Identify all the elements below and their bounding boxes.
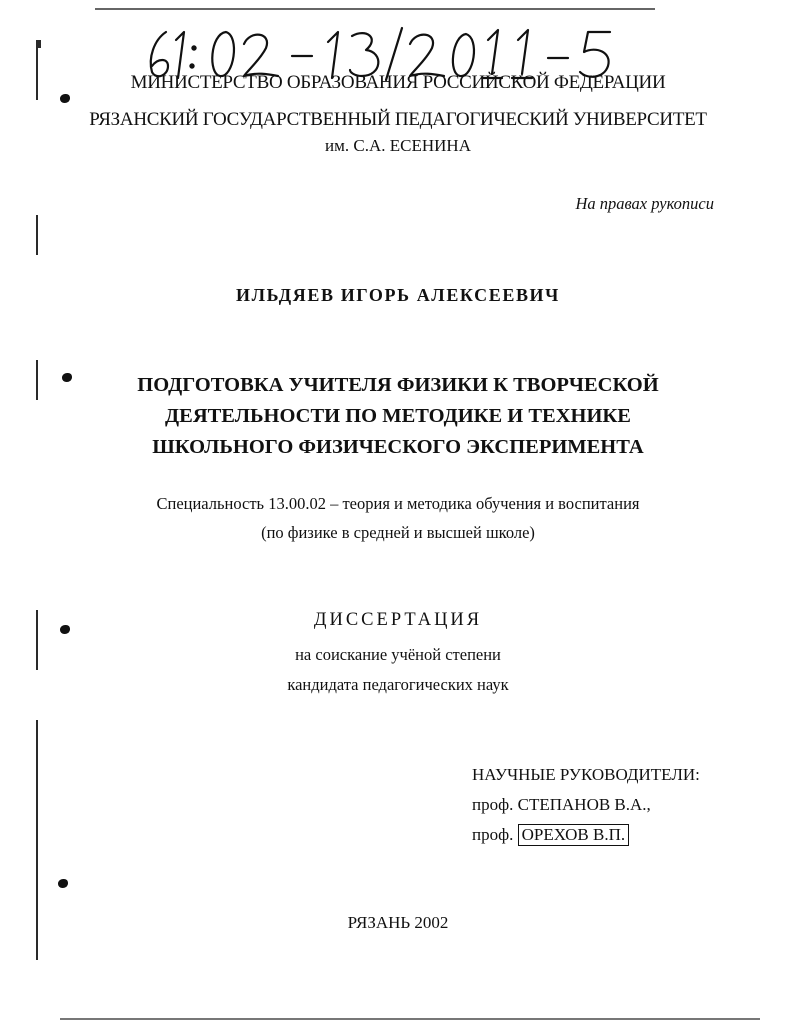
supervisors-block [472,763,700,853]
degree-line: на соискание учёной степени [295,645,501,664]
supervisor-title: проф. [472,825,514,844]
document-type: ДИССЕРТАЦИЯ [313,610,483,630]
supervisor-title: проф. [472,795,514,814]
degree-field: кандидата педагогических наук [287,675,509,694]
binding-hole-mark [58,879,68,888]
supervisor-first [472,793,700,823]
supervisor-name-boxed: ОРЕХОВ В.П. [518,824,630,846]
place-and-year: РЯЗАНЬ 2002 [347,913,449,932]
specialty-subline: (по физике в средней и высшей школе) [261,523,535,542]
ministry-name: МИНИСТЕРСТВО ОБРАЗОВАНИЯ РОССИЙСКОЙ ФЕДЕРАЦИИ [130,72,666,93]
rights-note: На правах рукописи [575,194,714,213]
specialty-line: Специальность 13.00.02 – теория и методика обучения и воспитания [156,494,640,513]
supervisor-name: СТЕПАНОВ В.А., [517,795,651,814]
author-name: ИЛЬДЯЕВ ИГОРЬ АЛЕКСЕЕВИЧ [236,285,560,305]
university-named-after: им. С.А. ЕСЕНИНА [325,136,471,155]
scan-top-rule [95,8,655,10]
dissertation-title [0,370,796,463]
binding-hole-mark [60,94,70,103]
scan-bottom-rule [60,1018,760,1020]
scan-left-edge [38,40,41,48]
title-line: ПОДГОТОВКА УЧИТЕЛЯ ФИЗИКИ К ТВОРЧЕСКОЙ [137,374,659,396]
supervisors-heading: НАУЧНЫЕ РУКОВОДИТЕЛИ: [472,765,700,784]
supervisor-second [472,823,700,853]
university-name: РЯЗАНСКИЙ ГОСУДАРСТВЕННЫЙ ПЕДАГОГИЧЕСКИЙ УНИВЕРСИТЕТ [89,109,707,130]
title-line: ШКОЛЬНОГО ФИЗИЧЕСКОГО ЭКСПЕРИМЕНТА [152,436,644,458]
scan-left-edge [36,215,38,255]
title-line: ДЕЯТЕЛЬНОСТИ ПО МЕТОДИКЕ И ТЕХНИКЕ [165,405,631,427]
